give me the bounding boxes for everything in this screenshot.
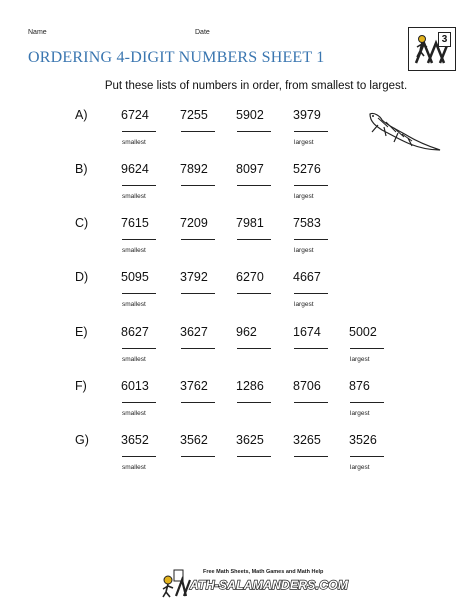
answer-blank[interactable] xyxy=(294,456,328,457)
row-label: C) xyxy=(75,216,89,230)
number-item: 876 xyxy=(349,379,370,393)
number-item: 962 xyxy=(236,325,257,339)
largest-label: largest xyxy=(350,464,370,471)
answer-blank[interactable] xyxy=(237,348,271,349)
answer-blank[interactable] xyxy=(181,402,215,403)
answer-blank[interactable] xyxy=(294,185,328,186)
number-item: 6724 xyxy=(121,108,149,122)
page-title: ORDERING 4-DIGIT NUMBERS SHEET 1 xyxy=(28,49,325,66)
question-row xyxy=(0,216,474,266)
largest-label: largest xyxy=(350,410,370,417)
footer-tagline: Free Math Sheets, Math Games and Math Help xyxy=(203,569,324,575)
answer-blank[interactable] xyxy=(237,131,271,132)
number-item: 7892 xyxy=(180,162,208,176)
number-item: 3265 xyxy=(293,433,321,447)
number-item: 1286 xyxy=(236,379,264,393)
number-item: 7583 xyxy=(293,216,321,230)
row-label: B) xyxy=(75,162,88,176)
number-item: 4667 xyxy=(293,270,321,284)
answer-blank[interactable] xyxy=(237,456,271,457)
largest-label: largest xyxy=(294,139,314,146)
answer-blank[interactable] xyxy=(237,293,271,294)
question-row xyxy=(0,325,474,375)
number-item: 3652 xyxy=(121,433,149,447)
answer-blank[interactable] xyxy=(122,456,156,457)
row-label: G) xyxy=(75,433,89,447)
number-item: 5002 xyxy=(349,325,377,339)
smallest-label: smallest xyxy=(122,301,146,308)
row-label: D) xyxy=(75,270,89,284)
answer-blank[interactable] xyxy=(181,239,215,240)
number-item: 6270 xyxy=(236,270,264,284)
answer-blank[interactable] xyxy=(294,293,328,294)
number-item: 3792 xyxy=(180,270,208,284)
answer-blank[interactable] xyxy=(294,131,328,132)
answer-blank[interactable] xyxy=(181,348,215,349)
number-item: 3979 xyxy=(293,108,321,122)
answer-blank[interactable] xyxy=(237,239,271,240)
number-item: 8706 xyxy=(293,379,321,393)
smallest-label: smallest xyxy=(122,193,146,200)
number-item: 3625 xyxy=(236,433,264,447)
instruction-text: Put these lists of numbers in order, from smallest to largest. xyxy=(104,80,408,92)
number-item: 8627 xyxy=(121,325,149,339)
question-row xyxy=(0,270,474,320)
answer-blank[interactable] xyxy=(350,402,384,403)
grade-badge: 3 xyxy=(438,32,451,47)
smallest-label: smallest xyxy=(122,139,146,146)
question-row xyxy=(0,162,474,212)
number-item: 8097 xyxy=(236,162,264,176)
footer-brand: ATH-SALAMANDERS.COM xyxy=(190,578,349,592)
answer-blank[interactable] xyxy=(181,293,215,294)
number-item: 3526 xyxy=(349,433,377,447)
number-item: 7981 xyxy=(236,216,264,230)
number-item: 5276 xyxy=(293,162,321,176)
question-row xyxy=(0,379,474,429)
answer-blank[interactable] xyxy=(122,402,156,403)
answer-blank[interactable] xyxy=(294,239,328,240)
answer-blank[interactable] xyxy=(181,185,215,186)
answer-blank[interactable] xyxy=(294,348,328,349)
number-item: 7255 xyxy=(180,108,208,122)
answer-blank[interactable] xyxy=(350,348,384,349)
answer-blank[interactable] xyxy=(122,239,156,240)
answer-blank[interactable] xyxy=(122,348,156,349)
answer-blank[interactable] xyxy=(237,185,271,186)
answer-blank[interactable] xyxy=(181,131,215,132)
number-item: 5902 xyxy=(236,108,264,122)
row-label: E) xyxy=(75,325,88,339)
number-item: 5095 xyxy=(121,270,149,284)
smallest-label: smallest xyxy=(122,410,146,417)
answer-blank[interactable] xyxy=(237,402,271,403)
number-item: 3762 xyxy=(180,379,208,393)
smallest-label: smallest xyxy=(122,356,146,363)
name-label: Name xyxy=(28,29,47,36)
number-item: 3627 xyxy=(180,325,208,339)
row-label: F) xyxy=(75,379,87,393)
grade-logo xyxy=(408,27,456,71)
answer-blank[interactable] xyxy=(122,185,156,186)
largest-label: largest xyxy=(350,356,370,363)
number-item: 7615 xyxy=(121,216,149,230)
number-item: 1674 xyxy=(293,325,321,339)
question-row xyxy=(0,108,474,158)
answer-blank[interactable] xyxy=(181,456,215,457)
largest-label: largest xyxy=(294,193,314,200)
largest-label: largest xyxy=(294,247,314,254)
smallest-label: smallest xyxy=(122,247,146,254)
smallest-label: smallest xyxy=(122,464,146,471)
date-label: Date xyxy=(195,29,210,36)
answer-blank[interactable] xyxy=(294,402,328,403)
answer-blank[interactable] xyxy=(122,293,156,294)
largest-label: largest xyxy=(294,301,314,308)
answer-blank[interactable] xyxy=(122,131,156,132)
number-item: 6013 xyxy=(121,379,149,393)
question-row xyxy=(0,433,474,483)
number-item: 9624 xyxy=(121,162,149,176)
row-label: A) xyxy=(75,108,88,122)
answer-blank[interactable] xyxy=(350,456,384,457)
number-item: 7209 xyxy=(180,216,208,230)
number-item: 3562 xyxy=(180,433,208,447)
